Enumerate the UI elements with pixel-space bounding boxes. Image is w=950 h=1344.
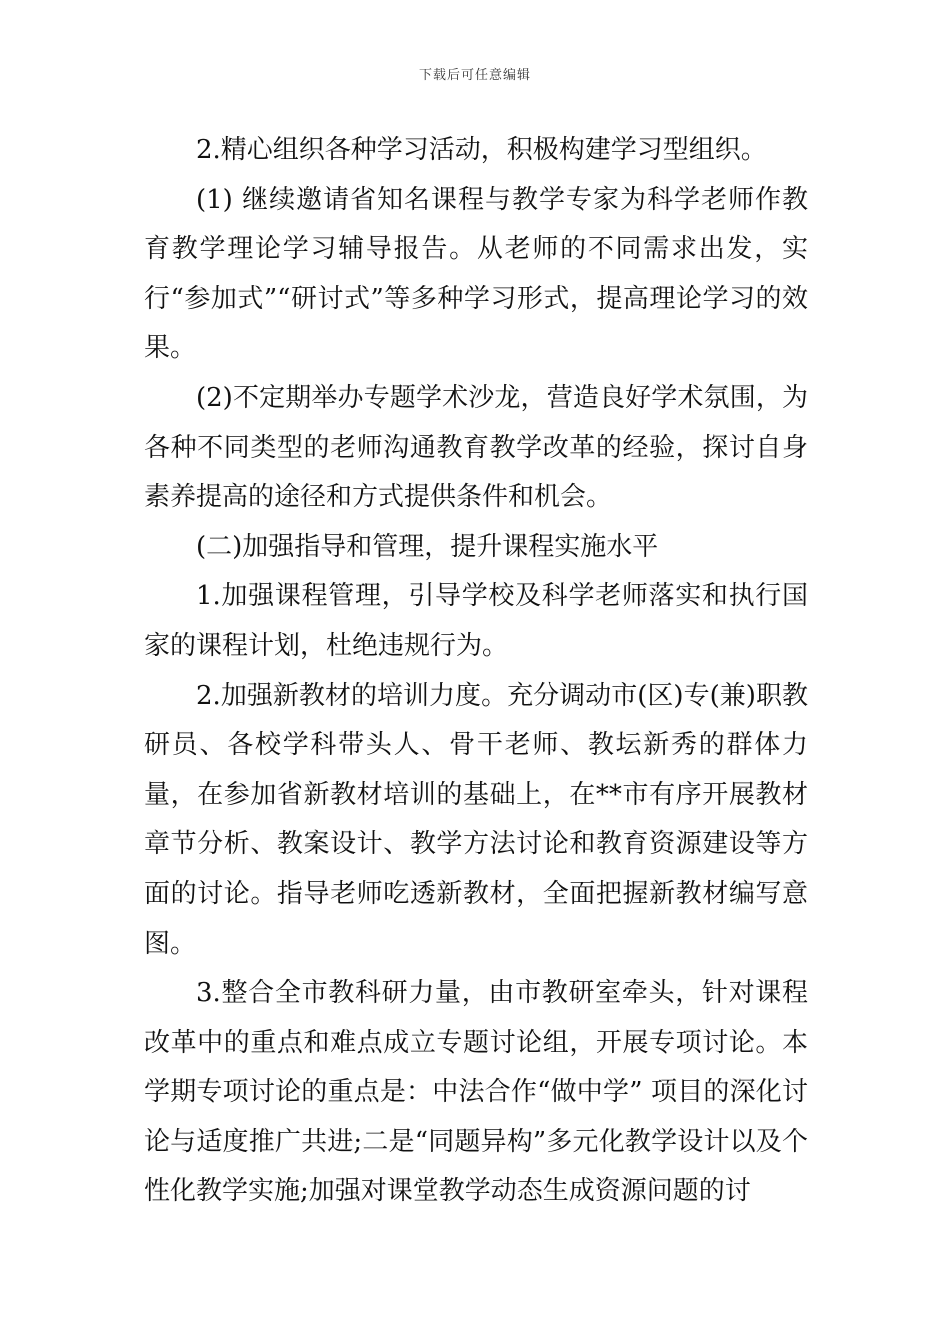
paragraph-4: 1.加强课程管理，引导学校及科学老师落实和执行国家的课程计划，杜绝违规行为。 [144, 581, 808, 661]
paragraph-5: 2.加强新教材的培训力度。充分调动市(区)专(兼)职教研员、各校学科带头人、骨干老师、教坛新秀的群体力量，在参加省新教材培训的基础上，在**市有序开展教材章节分析、教案设计、教学方法讨论和教育资源建设等方面的讨论。指导老师吃透新教材，全面把握新教材编写意图。 [144, 680, 808, 959]
paragraph-3: (2)不定期举办专题学术沙龙，营造良好学术氛围，为各种不同类型的老师沟通教育教学改革的经验，探讨自身素养提高的途径和方式提供条件和机会。 [144, 382, 808, 513]
document-body [144, 126, 808, 1217]
paragraph-1: 2.精心组织各种学习活动，积极构建学习型组织。 [196, 135, 767, 165]
paragraph-2: (1) 继续邀请省知名课程与教学专家为科学老师作教育教学理论学习辅导报告。从老师的不同需求出发，实行“参加式”“研讨式”等多种学习形式，提高理论学习的效果。 [144, 184, 808, 364]
paragraph-6: 3.整合全市教科研力量，由市教研室牵头，针对课程改革中的重点和难点成立专题讨论组，开展专项讨论。本学期专项讨论的重点是：中法合作“做中学” 项目的深化讨论与适度推广共进;二是“同题异构”多元化教学设计以及个性化教学实施;加强对课堂教学动态生成资源问题的讨 [144, 978, 808, 1207]
section-heading: (二)加强指导和管理，提升课程实施水平 [196, 531, 659, 562]
page-header-note: 下载后可任意编辑 [418, 68, 531, 83]
